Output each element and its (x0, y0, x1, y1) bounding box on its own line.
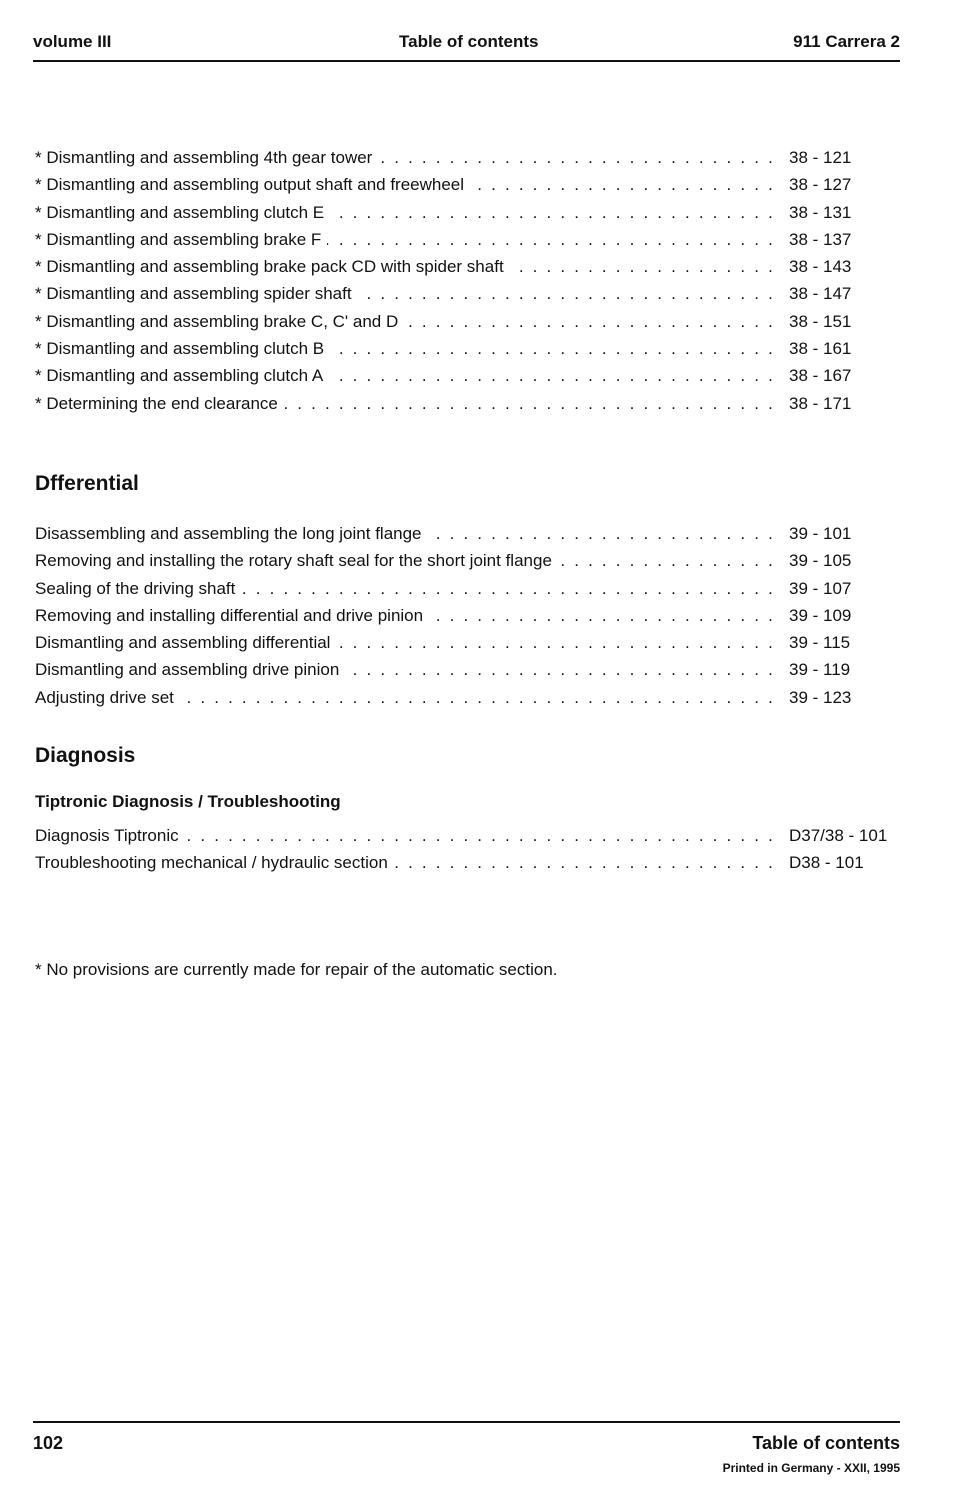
toc-entry (35, 280, 915, 307)
toc-entry-title-leader (35, 171, 775, 198)
header-title: Table of contents (399, 32, 539, 51)
toc-entry-page: 39 - 119 (789, 660, 851, 680)
page-footer (33, 1421, 900, 1475)
toc-entry (35, 199, 915, 226)
toc-entry-title: Troubleshooting mechanical / hydraulic section (35, 849, 394, 876)
page-header (33, 28, 900, 62)
toc-list-top (35, 144, 915, 417)
toc-entry (35, 171, 915, 198)
toc-entry-title: Dismantling and assembling differential (35, 629, 336, 656)
toc-entry (35, 684, 915, 711)
toc-entry (35, 308, 915, 335)
toc-entry (35, 575, 915, 602)
toc-entry (35, 335, 915, 362)
toc-entry-title: * Determining the end clearance (35, 390, 284, 417)
toc-entry-page: 39 - 115 (789, 633, 851, 653)
toc-entry-title: * Dismantling and assembling brake C, C' and D (35, 308, 404, 335)
footnote: * No provisions are currently made for repair of the automatic section. (35, 960, 558, 979)
toc-entry-title-leader (35, 602, 775, 629)
header-volume: volume III (33, 32, 112, 51)
page-number: 102 (33, 1433, 64, 1453)
toc-entry-title-leader (35, 280, 775, 307)
toc-entry-page: 38 - 167 (789, 366, 852, 386)
toc-entry-title: * Dismantling and assembling brake F (35, 226, 327, 253)
toc-entry-page: 39 - 123 (789, 687, 852, 707)
toc-entry-title: * Dismantling and assembling spider shaft (35, 280, 358, 307)
toc-entry-title-leader (35, 520, 775, 547)
toc-entry-page: 38 - 121 (789, 148, 852, 167)
toc-entry-title: * Dismantling and assembling brake pack CD with spider shaft (35, 253, 510, 280)
toc-entry-title-leader (35, 656, 775, 683)
toc-entry-title: * Dismantling and assembling clutch E (35, 199, 330, 226)
toc-entry-page: D37/38 - 101 (789, 826, 888, 845)
toc-entry-title: Adjusting drive set (35, 684, 180, 711)
toc-entry-page: 38 - 161 (789, 339, 852, 359)
toc-entry-page: 39 - 105 (789, 551, 852, 571)
toc-entry (35, 849, 915, 876)
toc-entry-title-leader (35, 362, 775, 389)
toc-entry-title-leader (35, 253, 775, 280)
toc-entry-title-leader (35, 144, 775, 171)
toc-entry-title: * Dismantling and assembling clutch B (35, 335, 330, 362)
toc-list-differential (35, 520, 915, 711)
print-info: Printed in Germany - XXII, 1995 (722, 1461, 900, 1475)
toc-entry (35, 390, 915, 417)
header-model: 911 Carrera 2 (793, 32, 900, 51)
toc-entry-title-leader (35, 335, 775, 362)
toc-list-diagnosis (35, 822, 915, 877)
toc-entry-title: Disassembling and assembling the long joint flange (35, 520, 428, 547)
toc-entry-title-leader (35, 575, 775, 602)
toc-entry-title-leader (35, 547, 775, 574)
toc-entry-page: 38 - 151 (789, 311, 852, 331)
toc-entry (35, 602, 915, 629)
toc-entry (35, 226, 915, 253)
toc-entry (35, 362, 915, 389)
toc-entry (35, 253, 915, 280)
toc-entry-title-leader (35, 849, 775, 876)
toc-entry-page: 38 - 171 (789, 393, 852, 413)
toc-entry-page: 38 - 131 (789, 202, 852, 222)
toc-entry-title: * Dismantling and assembling clutch A (35, 362, 329, 389)
toc-entry-title-leader (35, 684, 775, 711)
toc-entry (35, 822, 915, 849)
toc-entry-title: Removing and installing differential and drive pinion (35, 602, 429, 629)
toc-entry-page: 38 - 143 (789, 257, 852, 277)
toc-entry-title-leader (35, 226, 775, 253)
section-heading-diagnosis: Diagnosis (35, 744, 136, 767)
toc-entry-page: D38 - 101 (789, 853, 864, 873)
toc-entry-title: Removing and installing the rotary shaft seal for the short joint flange (35, 547, 558, 574)
toc-entry-page: 39 - 101 (789, 524, 852, 543)
toc-entry-title-leader (35, 629, 775, 656)
toc-entry-page: 39 - 107 (789, 578, 852, 598)
toc-entry-page: 38 - 127 (789, 175, 852, 195)
toc-entry-title: * Dismantling and assembling 4th gear tower (35, 144, 378, 171)
toc-entry (35, 144, 915, 171)
toc-entry-page: 38 - 137 (789, 229, 852, 249)
toc-entry (35, 547, 915, 574)
toc-entry (35, 629, 915, 656)
toc-entry (35, 656, 915, 683)
toc-entry-title: Dismantling and assembling drive pinion (35, 656, 345, 683)
toc-entry-title-leader (35, 822, 775, 849)
toc-entry-title: * Dismantling and assembling output shaft and freewheel (35, 171, 470, 198)
toc-entry-title-leader (35, 308, 775, 335)
toc-entry-title: Diagnosis Tiptronic (35, 822, 185, 849)
toc-entry (35, 520, 915, 547)
footer-title: Table of contents (752, 1433, 900, 1453)
toc-entry-title: Sealing of the driving shaft (35, 575, 241, 602)
toc-entry-title-leader (35, 199, 775, 226)
subsection-heading-tiptronic: Tiptronic Diagnosis / Troubleshooting (35, 792, 341, 811)
section-heading-differential: Dfferential (35, 472, 139, 495)
toc-entry-page: 39 - 109 (789, 605, 852, 625)
toc-entry-page: 38 - 147 (789, 284, 852, 304)
toc-entry-title-leader (35, 390, 775, 417)
